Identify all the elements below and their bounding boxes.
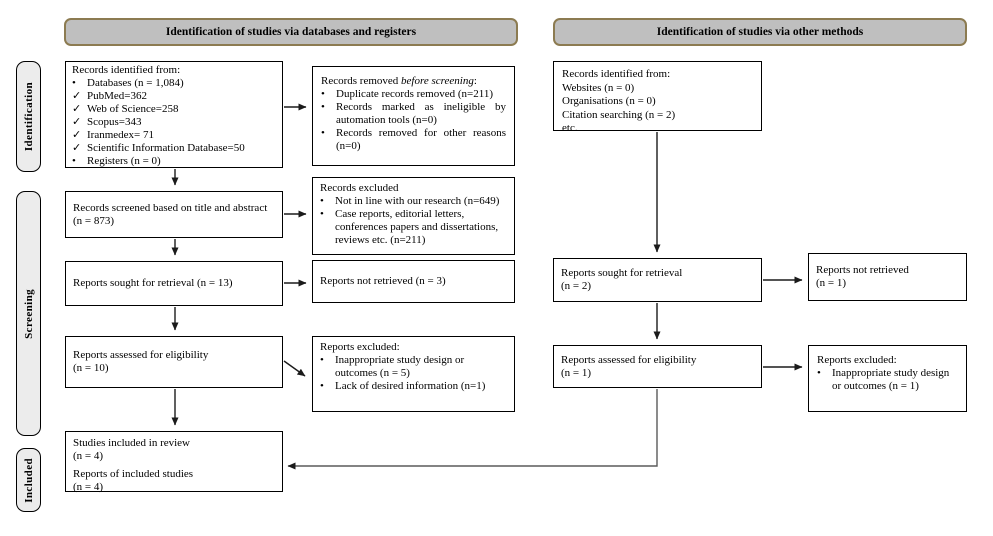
box-records-identified-databases [65, 61, 283, 168]
box-title: Records removed before screening: [321, 75, 477, 87]
box-title: Records identified from: [72, 64, 181, 76]
bullet-icon: • [320, 195, 324, 207]
header-databases-registers-label: Identification of studies via databases and registers [165, 26, 417, 38]
box-records-identified-other: Records identified from: Websites (n = 0) Organisations (n = 0) Citation searching (n = 2) etc. [553, 61, 762, 131]
check-icon: ✓ [72, 103, 82, 115]
sidebar-stage-identification-label: Identification [22, 81, 35, 152]
bullet-icon: • [72, 155, 76, 167]
box-records-excluded [312, 177, 515, 255]
check-icon: ✓ [72, 90, 82, 102]
sidebar-stage-screening [16, 191, 41, 436]
list-item: ✓ Web of Science=258 [72, 103, 179, 115]
header-other-methods [553, 18, 967, 46]
bullet-icon: • [817, 367, 821, 379]
bullet-icon: • [321, 127, 325, 139]
box-reports-assessed-db: Reports assessed for eligibility (n = 10) [65, 336, 283, 388]
list-item: ✓ Scopus=343 [72, 116, 142, 128]
sidebar-stage-screening-label: Screening [22, 288, 35, 339]
bullet-icon: • [321, 101, 325, 113]
bullet-icon: • [320, 208, 324, 220]
arrow-assessed-to-excluded [284, 361, 305, 376]
box-title: Reports excluded: [817, 354, 897, 366]
list-item: ✓ Scientific Information Database=50 [72, 142, 245, 154]
box-reports-excluded-other [808, 345, 967, 412]
check-icon: ✓ [72, 142, 82, 154]
list-item: • Records marked as ineligible by automation tools (n=0) [321, 101, 506, 126]
list-item: • Records removed for other reasons (n=0) [321, 127, 506, 152]
box-reports-sought-other: Reports sought for retrieval (n = 2) [553, 258, 762, 302]
box-records-removed-before-screening [312, 66, 515, 166]
list-item: • Registers (n = 0) [72, 155, 161, 167]
check-icon: ✓ [72, 116, 82, 128]
box-title: Reports excluded: [320, 341, 400, 353]
box-studies-included: Studies included in review (n = 4) Reports of included studies (n = 4) [65, 431, 283, 492]
sidebar-stage-included [16, 448, 41, 512]
box-title: Records excluded [320, 182, 399, 194]
list-item: • Case reports, editorial letters, conferences papers and dissertations, reviews etc. (n=211) [320, 208, 499, 246]
list-item: • Inappropriate study design or outcomes (n = 1) [817, 367, 950, 392]
header-other-methods-label: Identification of studies via other methods [656, 26, 864, 38]
box-reports-not-retrieved-other: Reports not retrieved (n = 1) [808, 253, 967, 301]
sidebar-stage-included-label: Included [22, 457, 35, 503]
list-item: • Duplicate records removed (n=211) [321, 88, 493, 100]
sidebar-stage-identification [16, 61, 41, 172]
bullet-icon: • [320, 354, 324, 366]
box-reports-not-retrieved-db: Reports not retrieved (n = 3) [312, 260, 515, 303]
box-reports-sought-retrieval-db: Reports sought for retrieval (n = 13) [65, 261, 283, 306]
bullet-icon: • [320, 380, 324, 392]
box-records-screened: Records screened based on title and abstract (n = 873) [65, 191, 283, 238]
list-item: ✓ PubMed=362 [72, 90, 147, 102]
list-item: • Lack of desired information (n=1) [320, 380, 486, 392]
list-item: ✓ Iranmedex= 71 [72, 129, 154, 141]
header-databases-registers [64, 18, 518, 46]
italic-phrase: before screening [401, 75, 474, 87]
list-item: • Not in line with our research (n=649) [320, 195, 500, 207]
bullet-icon: • [72, 77, 76, 89]
box-reports-assessed-other: Reports assessed for eligibility (n = 1) [553, 345, 762, 388]
bullet-icon: • [321, 88, 325, 100]
box-reports-excluded-db [312, 336, 515, 412]
check-icon: ✓ [72, 129, 82, 141]
list-item: • Databases (n = 1,084) [72, 77, 184, 89]
list-item: • Inappropriate study design or outcomes (n = 5) [320, 354, 465, 379]
